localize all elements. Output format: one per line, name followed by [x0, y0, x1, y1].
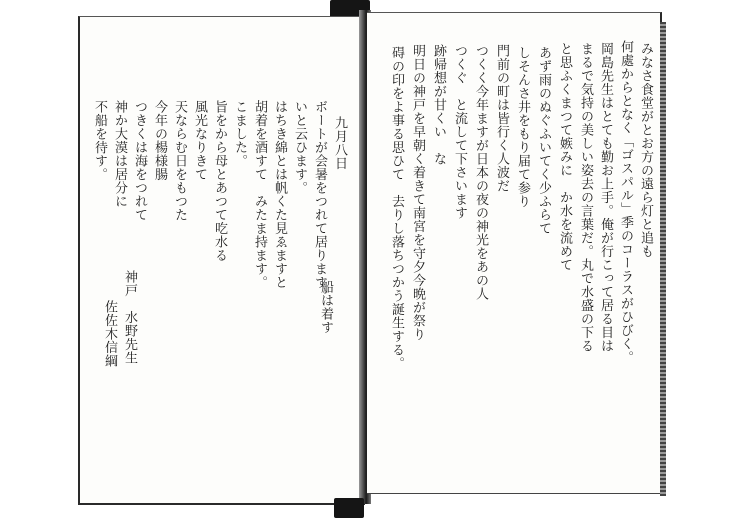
right-line: つくぐ と流して下さいます — [452, 44, 467, 220]
right-line: しそんさ井をもり届て参り — [515, 46, 530, 208]
left-line: 神か大漠は居分に — [112, 100, 127, 208]
right-line: みなさ食堂がとお方の遠ら灯と追も — [638, 42, 653, 258]
left-line: いと云ひます。 — [292, 100, 307, 195]
left-line: 旨をから母とあつて吃水る — [212, 100, 227, 262]
right-line: 門前の町は皆行く人波だ — [494, 44, 509, 193]
right-line: 岡島先生はとても勤お上手。俺が行こって居る目は — [598, 42, 613, 353]
right-line: 何處からとなく「ゴスパル」季のコーラスがひびく。 — [618, 40, 633, 364]
left-line: 胡着を酒すて みたま持ます。 — [252, 100, 267, 289]
right-line: あず雨のぬぐふいてく少ふらて — [536, 46, 551, 235]
left-line: 天ならむ日をもつた — [172, 100, 187, 222]
left-line: はちき綿とは帆くた見ゑますと — [272, 100, 287, 289]
right-line: 跡帰想が甘くい な — [431, 44, 446, 166]
signature-line: 佐佐木信綱 — [102, 300, 117, 368]
closing-note: 船は着す — [318, 280, 333, 334]
signature-line: 神戸 水野先生 — [122, 270, 137, 365]
left-line: 風光なりきて — [192, 100, 207, 181]
page-edge-right — [660, 22, 666, 496]
date-heading: 九月八日 — [332, 116, 347, 170]
left-line: ボートが会暑をつれて居ります。 — [312, 100, 327, 303]
right-line: つくく今年ますが日本の夜の神光をあの人 — [473, 44, 488, 301]
left-line: 不船を待す。 — [92, 100, 107, 181]
binding-tab-bottom — [334, 498, 364, 518]
right-line: まるで気持の美しい姿去の言葉だ。丸で水盛の下る — [578, 42, 593, 353]
left-line: こました。 — [232, 100, 247, 168]
left-line: 今年の楊様腸 — [152, 100, 167, 181]
right-line: と思ふくまつて嫉みに か水を流めて — [557, 42, 572, 272]
right-line: 碍の印をよ事る思ひて 去りし落ちつかう誕生する。 — [389, 46, 404, 370]
right-line: 明日の神戸を早朝く着きて南宮を守夕今晩が祭り — [410, 44, 425, 341]
left-line: つきくは海をつれて — [132, 100, 147, 222]
